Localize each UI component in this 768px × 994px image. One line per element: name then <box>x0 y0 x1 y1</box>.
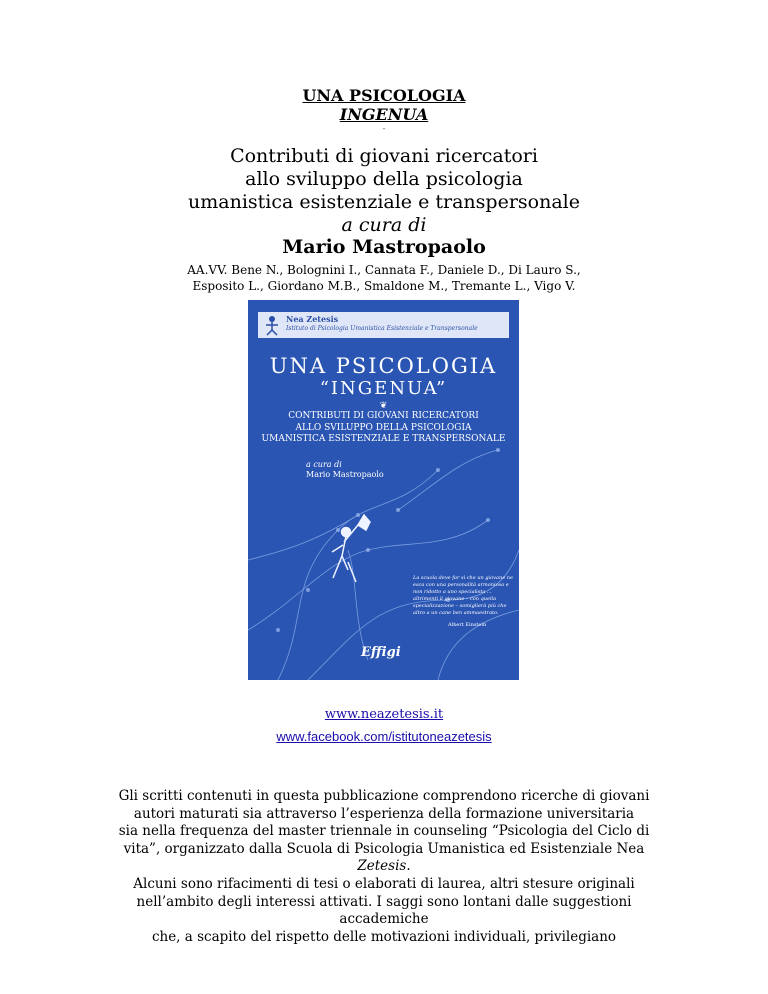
description-paragraph <box>110 788 658 946</box>
website-link-row <box>0 703 768 722</box>
curator-name: Mario Mastropaolo <box>282 236 486 258</box>
authors-line-1: AA.VV. Bene N., Bolognini I., Cannata F., Daniele D., Di Lauro S., <box>187 263 581 277</box>
paragraph-line: Gli scritti contenuti in questa pubblicazione comprendono ricerche di giovani <box>118 788 650 804</box>
paragraph-line: vita”, organizzato dalla Scuola di Psicologia Umanistica ed Esistenziale Nea <box>123 840 645 857</box>
document-title-italic: INGENUA <box>339 105 429 124</box>
cover-quote: La scuola deve far sì che un giovane ne esca con una personalità armoniosa e non ridotto a uno specialista ... altrimenti il giovane – con quella specializzazione – somiglierà più che altro a un cane ben ammaestrato. <box>413 575 513 616</box>
paragraph-line: Zetesis. <box>357 858 411 875</box>
separator-mark: - <box>382 124 386 133</box>
subtitle-line-1: Contributi di giovani ricercatori <box>230 145 538 167</box>
website-link[interactable]: www.neazetesis.it <box>324 707 444 722</box>
subtitle-line-2: allo sviluppo della psicologia <box>245 168 523 190</box>
cover-subtitle-line-2: ALLO SVILUPPO DELLA PSICOLOGIA <box>295 423 472 433</box>
banner-institute-name: Nea Zetesis <box>286 314 339 324</box>
paragraph-line: nell’ambito degli interessi attivati. I saggi sono lontani dalle suggestioni accademiche <box>136 893 632 928</box>
banner-institute-description: Istituto di Psicologia Umanistica Esistenziale e Transpersonale <box>286 325 478 332</box>
paragraph-line: che, a scapito del rispetto delle motivazioni individuali, privilegiano <box>151 928 617 945</box>
paragraph-line: sia nella frequenza del master triennale in counseling “Psicologia del Ciclo di <box>118 823 650 840</box>
subtitle-line-3: umanistica esistenziale e transpersonale <box>188 191 580 213</box>
cover-subtitle-line-1: CONTRIBUTI DI GIOVANI RICERCATORI <box>288 411 479 421</box>
paragraph-line: Alcuni sono rifacimenti di tesi o elaborati di laurea, altri stesure originali <box>133 875 635 892</box>
facebook-link[interactable]: www.facebook.com/istitutoneazetesis <box>276 729 492 744</box>
authors-line-2: Esposito L., Giordano M.B., Smaldone M., Tremante L., Vigo V. <box>192 279 576 293</box>
curator-label: a cura di <box>341 214 427 236</box>
cover-curator-label: a cura di <box>306 460 342 469</box>
book-cover <box>248 300 519 680</box>
cover-title-line-2: “INGENUA” <box>319 378 448 399</box>
ornament-icon: ❦ <box>379 401 388 411</box>
paragraph-line: autori maturati sia attraverso l’esperienza della formazione universitaria <box>133 805 635 822</box>
cover-curator-name: Mario Mastropaolo <box>306 470 384 479</box>
cover-quote-author: Albert Einstein <box>448 622 487 628</box>
institute-logo-icon <box>262 314 282 336</box>
facebook-link-row <box>0 729 768 744</box>
cover-banner <box>258 312 509 338</box>
cover-subtitle-line-3: UMANISTICA ESISTENZIALE E TRANSPERSONALE <box>261 434 506 444</box>
document-title: UNA PSICOLOGIA <box>302 86 466 105</box>
publisher-logo: Effigi <box>361 645 401 660</box>
cover-title-line-1: UNA PSICOLOGIA <box>269 354 498 378</box>
